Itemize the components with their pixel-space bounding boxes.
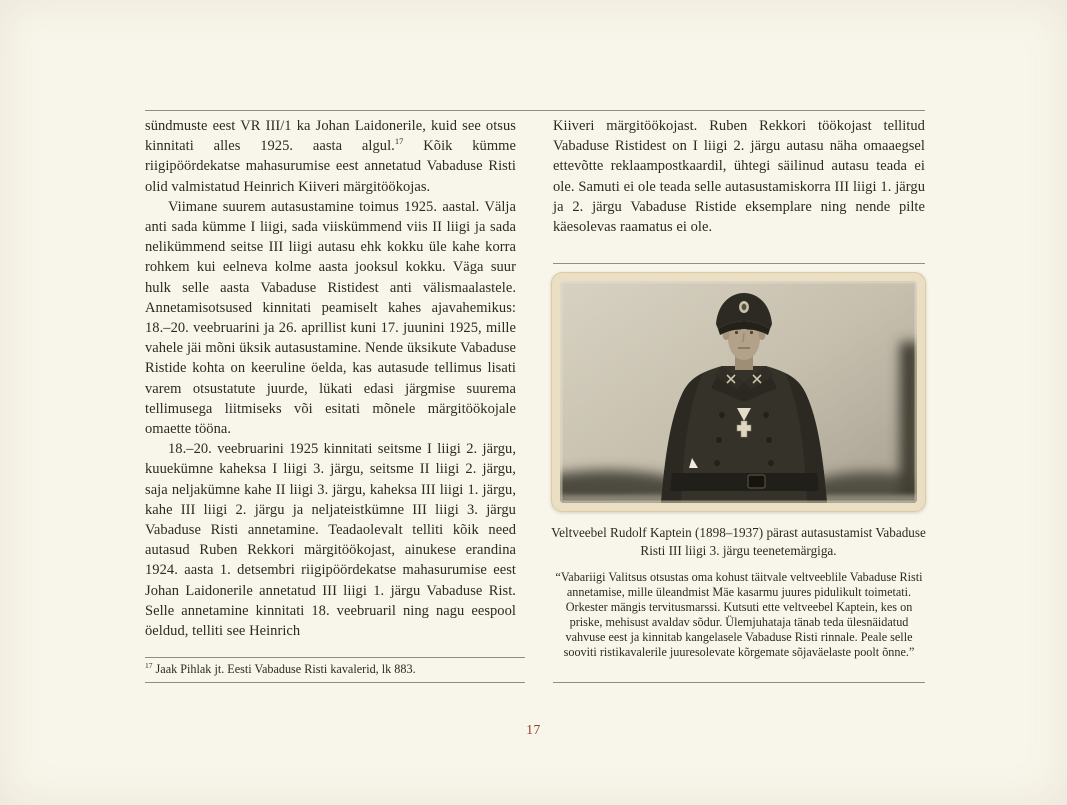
photo-caption: Veltveebel Rudolf Kaptein (1898–1937) pärast autasustamist Vabaduse Risti III liigi 3. järgu teenetemärgiga. (551, 525, 926, 558)
footnote-rule-top (145, 657, 525, 658)
photo-figure (551, 272, 926, 559)
footnote-citation: Jaak Pihlak jt. Eesti Vabaduse Risti kavalerid, lk 883. (155, 662, 416, 676)
page-number: 17 (526, 722, 541, 737)
footnote (145, 657, 525, 683)
paragraph: Viimane suurem autasustamine toimus 1925. aastal. Välja anti sada kümme I liigi, sada viiskümmend viis II liigi ja sada nelikümmend seitse III liigi autasu ehk kokku üle kahe korra rohkem kui eelneva kolme aasta jooksul kokku. Väga suur hulk selle aasta Vabaduse Ristidest anti välismaalastele. Annetamisotsused kinnitati peamiselt kahes ajavahemikus: 18.–20. veebruarini ja 26. aprillist kuni 17. juunini 1925, mille vahele jäi mõni üksik autasustamine. Nende üksikute Vabaduse Ristide kohta on keeruline öelda, kas autasude tellimus lisati varem otsustatute juurde, lükati edasi järgmise suurema tellimusega liitmiseks või esitati mõnele märgitöökojale omaette tööna. (145, 198, 516, 438)
paragraph-continuation: Kiiveri märgitöökojast. Ruben Rekkori töökojast tellitud Vabaduse Ristidest on I liigi 2. järgu autasu näha omaaegsel ettevõtte reklaampostkaardil, ühtegi säilinud autasu teada ei ole. Samuti ei ole teada selle autasustamiskorra III liigi 1. järgu ja 2. järgu Vabaduse Ristide eksemplare ning nende pilte käesolevas raamatus ei ole. (553, 118, 925, 236)
quote-bottom-rule (553, 682, 925, 683)
paragraph: 18.–20. veebruarini 1925 kinnitati seitsme I liigi 2. järgu, kuuekümne kaheksa I liigi 3. järgu, seitsme II liigi 2. järgu, saja neljakümne kahe II liigi 3. järgu, kaheksa III liigi 1. järgu, kahe III liigi 2. järgu ja neljateistkümne III liigi 3. järgu Vabaduse Risti annetamine. Teadaolevalt telliti kõik need autasud Ruben Rekkori märgitöökojast, ainukese erandina 1924. aasta 1. detsembri riigipöördekatse mahasurumise eest Johan Laidonerile annetatud III liigi 1. järgu Vabaduse Rist. Selle annetamine kinnitati 18. veebruaril ning nagu eespool öeldud, telliti see Heinrich (145, 441, 516, 640)
belt (670, 473, 819, 491)
header-rule (145, 110, 925, 111)
right-column (553, 116, 925, 237)
left-column (145, 116, 516, 641)
paragraph-continuation (145, 116, 516, 197)
quotation: “Vabariigi Valitsus otsustas oma kohust täitvale veltveeblile Vabaduse Risti annetamise, mille üleandmist Mäe kasarmu juures pidulikult toimetati. Orkester mängis tervitusmarssi. Kutsuti ette veltveebel Kaptein, kes on priske, mehisust avaldav sõdur. Ülemjuhataja tänab teda ülesnäidatud vahvuse eest ja kinnitab kangelasele Vabaduse Risti rinnale. Peale selle sooviti ristikavalerile juuresolevate kõrgemate sõjaväelaste poolt õnne.” (555, 570, 923, 659)
soldier-portrait-photo (551, 272, 926, 512)
footnote-marker: 17 (145, 660, 153, 670)
paragraph-text: sündmuste eest VR III/1 ka Johan Laidonerile, kuid see otsus kinnitati alles 1925. aasta algul. (145, 118, 516, 155)
footnote-text (145, 662, 525, 676)
footnote-rule-bottom (145, 682, 525, 683)
photo-separator-rule (553, 263, 925, 264)
paragraph-text: Kõik kümme riigipöördekatse mahasurumise eest annetatud Vabaduse Risti olid valmistatud Heinrich Kiiveri märgitöökojas. (145, 138, 517, 195)
footnote-reference: 17 (394, 136, 404, 147)
